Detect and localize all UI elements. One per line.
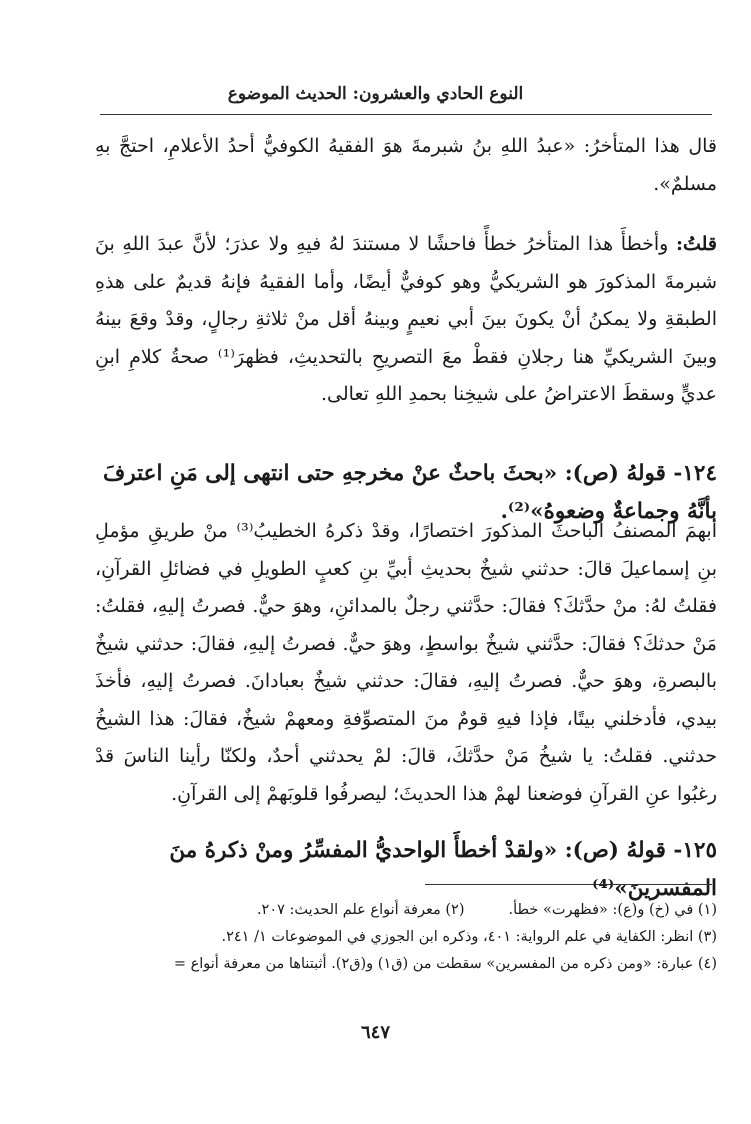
header-rule [100, 114, 712, 115]
paragraph-quote: قال هذا المتأخرُ: «عبدُ اللهِ بنُ شبرمةَ هوَ الفقيهُ الكوفيُّ أحدُ الأعلامِ، احتجَّ بهِ مسلمٌ». [95, 135, 717, 195]
footnote-row [95, 897, 717, 924]
page-number: ٦٤٧ [360, 1022, 390, 1043]
footnotes [95, 897, 717, 978]
footnote-4: (٤) عبارة: «ومن ذكره من المفسرين» سقطت من (ق١) و(ق٢). أثبتناها من معرفة أنواع = [173, 956, 717, 972]
section-heading-124: ١٢٤- قولهُ (ص): «بحثَ باحثٌ عنْ مخرجهِ حتى انتهى إلى مَنِ اعترفَ بأنَّهُ وجماعةٌ وضعوهُ»⁽²⁾. [102, 461, 717, 524]
paragraph-rebuttal [95, 226, 717, 414]
footnote-3: (٣) انظر: الكفاية في علم الرواية: ٤٠١، وذكره ابن الجوزي في الموضوعات ١/ ٢٤١. [221, 929, 717, 945]
paragraph-body: وأخطأَ هذا المتأخرُ خطأً فاحشًا لا مستندَ لهُ فيهِ ولا عذرَ؛ لأنَّ عبدَ اللهِ بنَ شبرمةَ المذكورَ هو الشريكيُّ وهو كوفيٌّ أيضًا، وأما الفقيهُ فإنهُ قديمٌ على هذهِ الطبقةِ ولا يمكنُ أنْ يكونَ بينَ أبي نعيمٍ وبينهُ أقل منْ ثلاثةِ رجالٍ، وقدْ وقعَ بينهُ وبينَ الشريكيِّ هنا رجلانِ فقطْ معَ التصريحِ بالتحديثِ، فظهرَ⁽¹⁾ صحةُ كلامِ ابنِ عديٍّ وسقطَ الاعتراضُ على شيخِنا بحمدِ اللهِ تعالى. [95, 233, 718, 405]
footnote-rule [425, 884, 712, 885]
paragraph-narration: أبهمَ المصنفُ الباحثَ المذكورَ اختصارًا، وقدْ ذكرهُ الخطيبُ⁽³⁾ منْ طريقِ مؤملِ بنِ إسماعيلَ قالَ: حدثني شيخٌ بحديثِ أبيِّ بنِ كعبٍ الطويلِ في فضائلِ القرآنِ، فقلتُ لهُ: منْ حدَّثكَ؟ فقالَ: حدَّثني رجلٌ بالمدائنِ، وهوَ حيٌّ. فصرتُ إليهِ، فقلتُ: مَنْ حدثكَ؟ فقالَ: حدَّثني شيخٌ بواسطٍ، وهوَ حيٌّ. فصرتُ إليهِ، فقالَ: حدثني شيخٌ بالبصرةِ، وهوَ حيٌّ. فصرتُ إليهِ، فقالَ: حدثني شيخٌ بعبادانَ. فصرتُ إليهِ، فأخذَ بيدي، فأدخلني بيتًا، فإذا فيهِ قومٌ منَ المتصوِّفةِ ومعهمْ شيخٌ، فقالَ: هذا الشيخُ حدثني. فقلتُ: يا شيخُ مَنْ حدَّثكَ، قالَ: لمْ يحدثني أحدٌ، ولكنّا رأينا الناسَ قدْ رغبُوا عنِ القرآنِ فوضعنا لهمْ هذا الحديثَ؛ ليصرفُوا قلوبَهمْ إلى القرآنِ. [95, 520, 717, 805]
footnote-2: (٢) معرفة أنواع علم الحديث: ٢٠٧. [256, 902, 465, 918]
running-head: النوع الحادي والعشرون: الحديث الموضوع [227, 84, 524, 104]
footnote-1: (١) في (خ) و(ع): «فظهرت» خطأ. [508, 902, 717, 918]
section-heading-125: ١٢٥- قولهُ (ص): «ولقدْ أخطأَ الواحديُّ المفسِّرُ ومنْ ذكرهُ منَ المفسرينَ»⁽⁴⁾ [169, 838, 717, 901]
paragraph-lead: قلتُ: [675, 233, 717, 255]
